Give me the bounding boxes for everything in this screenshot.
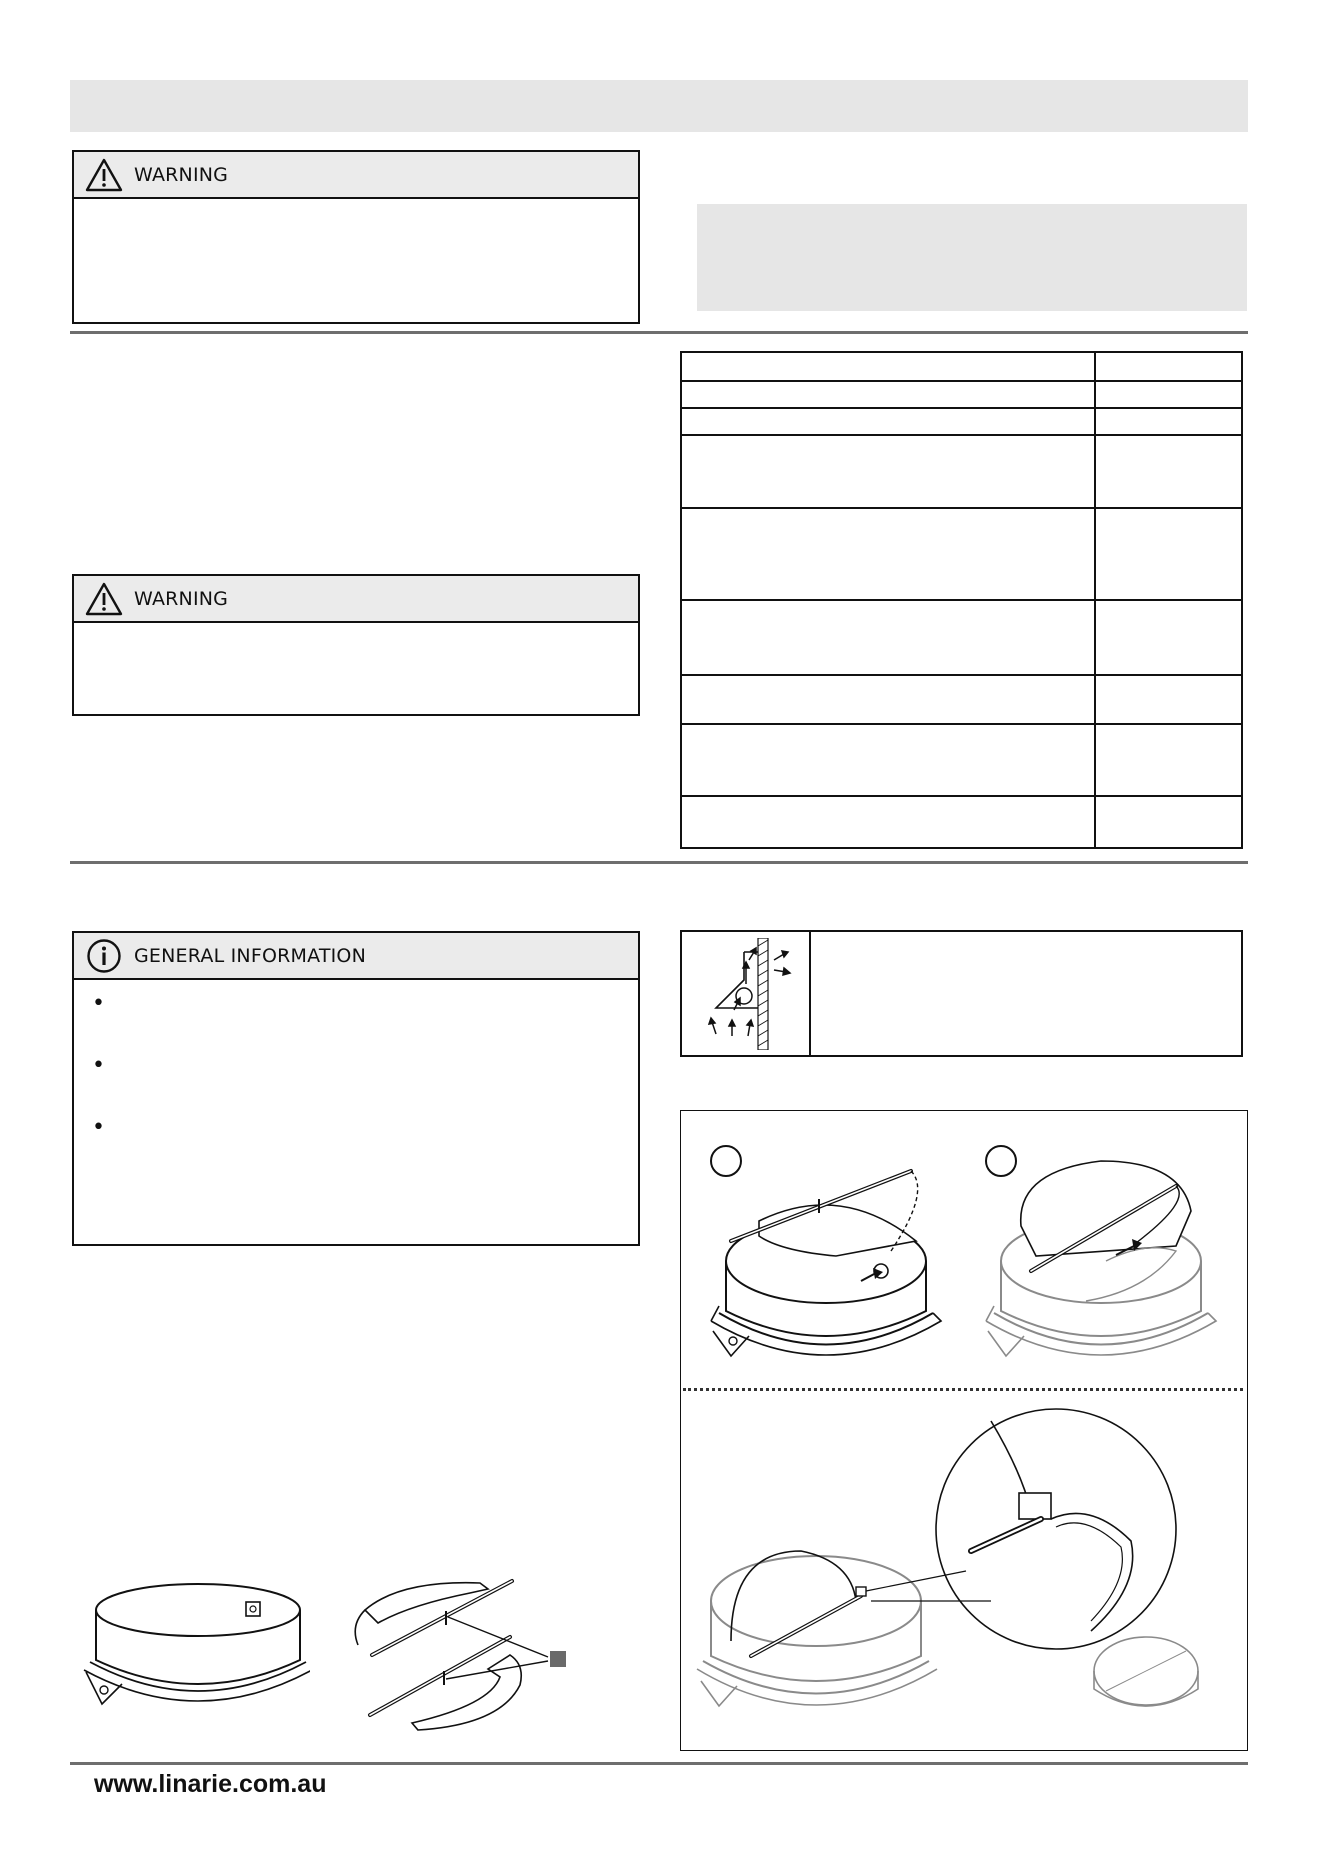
step-number-circle — [986, 1146, 1016, 1176]
bullet-marker: • — [92, 991, 105, 1016]
spec-table — [680, 351, 1243, 847]
footer-divider — [70, 1762, 1248, 1765]
diagram-dotted-separator — [683, 1388, 1243, 1391]
warning-box-top-title: WARNING — [134, 163, 229, 186]
table-row — [681, 724, 1242, 796]
warning-box-top — [72, 150, 640, 324]
wall-vent-airflow-icon — [694, 938, 802, 1050]
table-row — [681, 600, 1242, 675]
general-information-header — [74, 933, 638, 980]
bullet-marker: • — [92, 1053, 105, 1078]
part-damper-flaps — [350, 1575, 580, 1740]
general-information-title: GENERAL INFORMATION — [134, 944, 366, 967]
diagram-step-a — [701, 1131, 951, 1381]
warning-box-middle — [72, 574, 640, 716]
table-row — [681, 796, 1242, 848]
wall-vent-box — [680, 930, 1243, 1057]
section-divider-1 — [70, 331, 1248, 334]
warning-box-top-header — [74, 152, 638, 199]
wall-vent-box-divider — [809, 932, 811, 1055]
installation-diagram-frame — [680, 1110, 1248, 1751]
section-divider-2 — [70, 861, 1248, 864]
step-number-circle — [711, 1146, 741, 1176]
footer-website[interactable]: www.linarie.com.au — [94, 1770, 327, 1798]
spec-table-grid — [680, 351, 1243, 849]
table-row — [681, 408, 1242, 435]
table-row — [681, 381, 1242, 408]
header-band — [70, 80, 1248, 132]
table-row — [681, 675, 1242, 724]
warning-triangle-icon — [84, 581, 124, 617]
warning-triangle-icon — [84, 157, 124, 193]
info-circle-icon — [84, 938, 124, 974]
part-marker-square — [550, 1651, 566, 1667]
diagram-assembled-detail — [691, 1401, 1239, 1746]
part-ring-collar — [80, 1580, 310, 1730]
bullet-marker: • — [92, 1115, 105, 1140]
note-panel — [697, 204, 1247, 311]
warning-box-middle-title: WARNING — [134, 587, 229, 610]
diagram-step-b — [976, 1131, 1226, 1381]
warning-box-middle-header — [74, 576, 638, 623]
table-row — [681, 352, 1242, 381]
general-information-box — [72, 931, 640, 1246]
table-row — [681, 508, 1242, 600]
table-row — [681, 435, 1242, 508]
